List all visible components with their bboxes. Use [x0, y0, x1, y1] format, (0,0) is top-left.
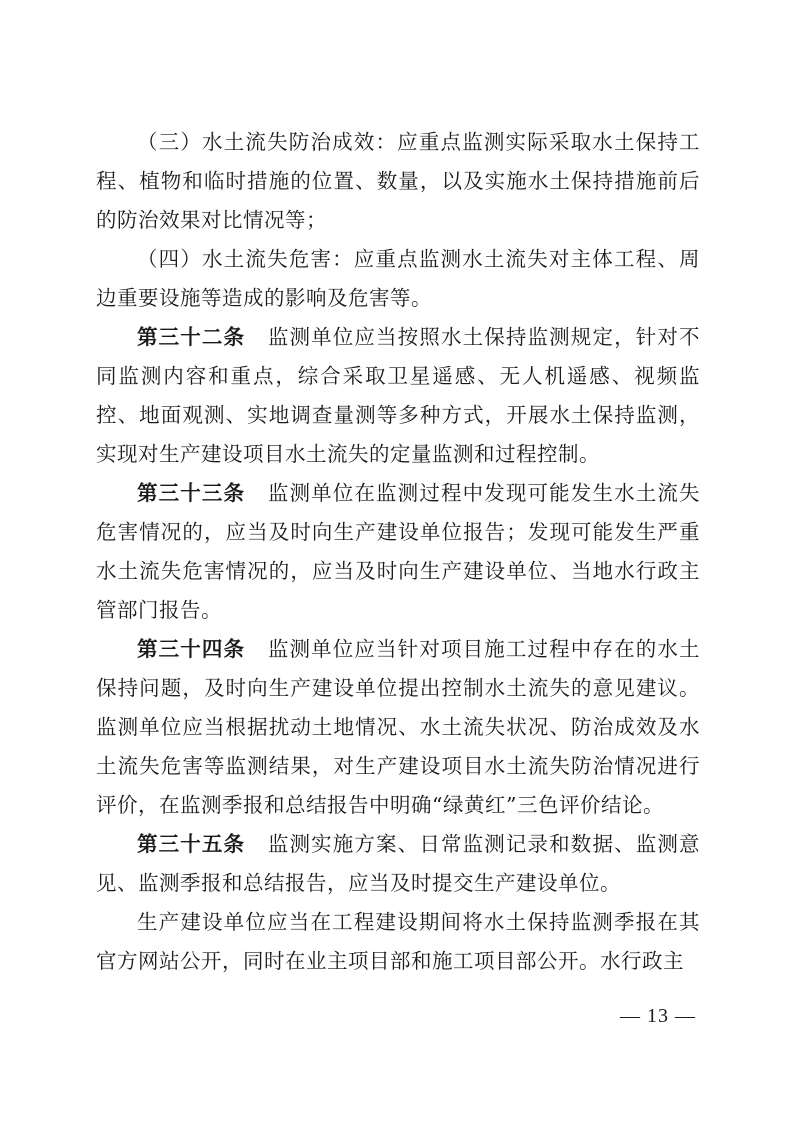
article-heading: 第三十四条 — [137, 637, 246, 661]
article-heading: 第三十二条 — [137, 325, 246, 349]
article-text: 监测实施方案、日常监测记录和数据、监测意见、监测季报和总结报告，应当及时提交生产建设单位。 — [96, 832, 701, 895]
article-33 — [96, 474, 700, 630]
article-text: 监测单位在监测过程中发现可能发生水土流失危害情况的，应当及时向生产建设单位报告；发现可能发生严重水土流失危害情况的，应当及时向生产建设单位、当地水行政主管部门报告。 — [96, 481, 701, 622]
article-35 — [96, 825, 700, 903]
article-heading: 第三十三条 — [137, 481, 246, 505]
paragraph-text: 生产建设单位应当在工程建设期间将水土保持监测季报在其官方网站公开，同时在业主项目部和施工项目部公开。水行政主 — [96, 910, 700, 973]
page-number: — 13 — — [620, 1005, 696, 1027]
article-35-continuation — [96, 903, 700, 981]
article-32 — [96, 318, 700, 474]
article-text: 监测单位应当针对项目施工过程中存在的水土保持问题，及时向生产建设单位提出控制水土流失的意见建议。监测单位应当根据扰动土地情况、水土流失状况、防治成效及水土流失危害等监测结果，对生产建设项目水土流失防治情况进行评价，在监测季报和总结报告中明确“绿黄红”三色评价结论。 — [96, 637, 701, 817]
paragraph-item-4 — [96, 240, 700, 318]
article-text: 监测单位应当按照水土保持监测规定，针对不同监测内容和重点，综合采取卫星遥感、无人机遥感、视频监控、地面观测、实地调查量测等多种方式，开展水土保持监测，实现对生产建设项目水土流失的定量监测和过程控制。 — [96, 325, 701, 466]
article-heading: 第三十五条 — [137, 832, 246, 856]
paragraph-item-3 — [96, 123, 700, 240]
paragraph-text: （三）水土流失防治成效：应重点监测实际采取水土保持工程、植物和临时措施的位置、数量，以及实施水土保持措施前后的防治效果对比情况等； — [96, 130, 700, 232]
article-34 — [96, 630, 700, 825]
document-body — [96, 123, 700, 981]
paragraph-text: （四）水土流失危害：应重点监测水土流失对主体工程、周边重要设施等造成的影响及危害等。 — [96, 247, 700, 310]
